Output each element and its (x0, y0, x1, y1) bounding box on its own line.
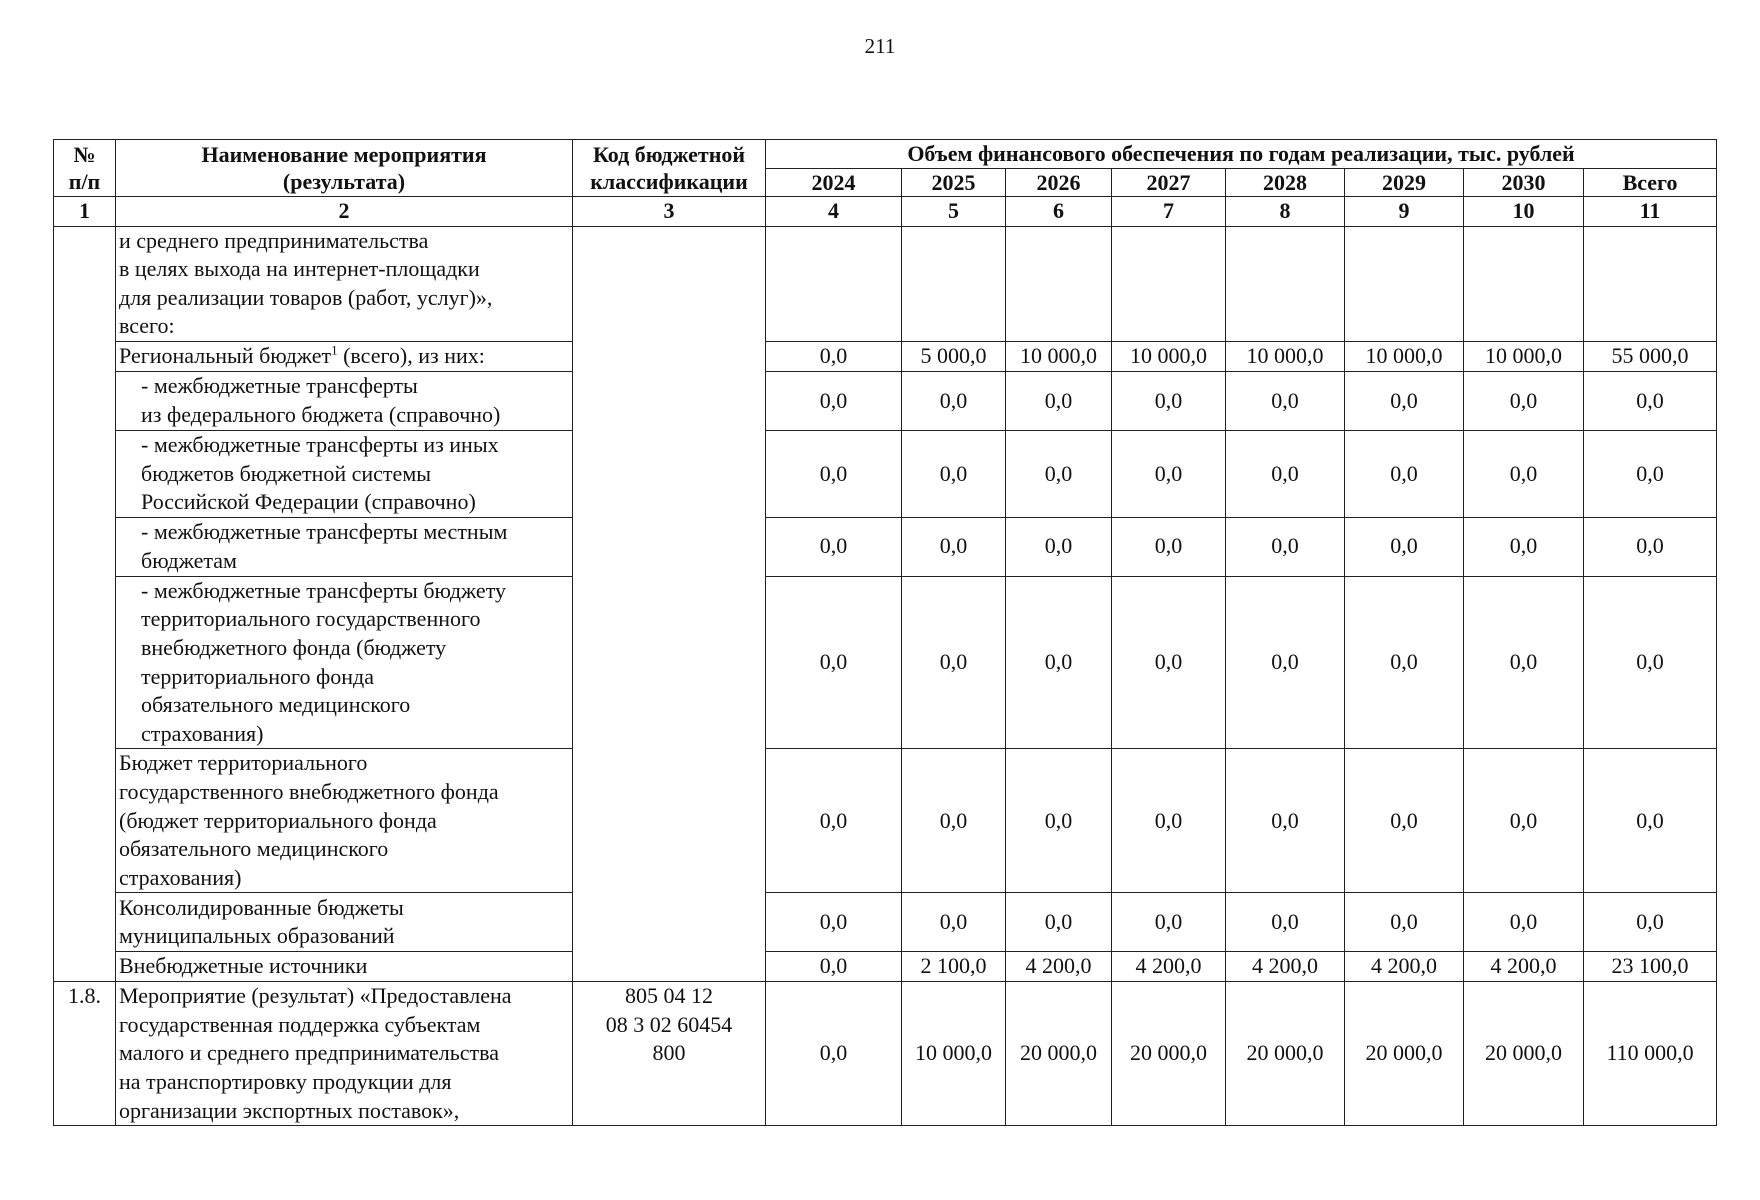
value-2024: 0,0 (766, 517, 902, 576)
year-2029: 2029 (1345, 168, 1464, 197)
row-name-line: Внебюджетные источники (119, 953, 368, 979)
value-total: 0,0 (1584, 893, 1717, 952)
event-name-line: на транспортировку продукции для (119, 1069, 452, 1095)
event-name-line: организации экспортных поставок», (119, 1097, 460, 1123)
value-2028: 4 200,0 (1226, 952, 1345, 982)
header-number-bottom: п/п (68, 169, 101, 194)
value-2026: 0,0 (1006, 749, 1112, 893)
value-2030: 10 000,0 (1464, 341, 1584, 371)
table-row (54, 576, 1717, 749)
row-index-empty (54, 226, 116, 982)
row-name (116, 517, 573, 576)
row-name-line: (бюджет территориального фонда (119, 807, 437, 833)
table-row (54, 749, 1717, 893)
value-2027: 4 200,0 (1112, 952, 1226, 982)
column-number: 2 (116, 197, 573, 227)
value-cell (1345, 226, 1464, 341)
value-2029: 0,0 (1345, 371, 1464, 430)
continuation-line: для реализации товаров (работ, услуг)», (119, 284, 493, 310)
value-2024: 0,0 (766, 371, 902, 430)
row-name-line: - межбюджетные трансферты местным (141, 519, 508, 545)
value-2028: 0,0 (1226, 371, 1345, 430)
value-2025: 10 000,0 (902, 982, 1006, 1126)
value-2024: 0,0 (766, 893, 902, 952)
row-name-line: Консолидированные бюджеты (119, 894, 404, 920)
financing-table (53, 139, 1717, 1126)
value-cell (1006, 226, 1112, 341)
header-code-top: Код бюджетной (592, 141, 746, 167)
header-volume: Объем финансового обеспечения по годам реализации, тыс. рублей (766, 140, 1717, 169)
value-2026: 0,0 (1006, 371, 1112, 430)
row-name (116, 576, 573, 749)
event-row (54, 982, 1717, 1126)
header-number-top: № (73, 141, 96, 167)
value-2030: 0,0 (1464, 517, 1584, 576)
value-2025: 0,0 (902, 517, 1006, 576)
value-2028: 0,0 (1226, 576, 1345, 749)
value-2026: 0,0 (1006, 893, 1112, 952)
value-total: 0,0 (1584, 576, 1717, 749)
column-number: 6 (1006, 197, 1112, 227)
value-2025: 5 000,0 (902, 341, 1006, 371)
value-2027: 0,0 (1112, 517, 1226, 576)
row-name-line: - межбюджетные трансферты бюджету (141, 577, 507, 603)
year-2025: 2025 (902, 168, 1006, 197)
continuation-line: в целях выхода на интернет-площадки (119, 256, 480, 282)
value-2030: 0,0 (1464, 576, 1584, 749)
value-2024: 0,0 (766, 982, 902, 1126)
value-cell (1112, 226, 1226, 341)
row-name-line: обязательного медицинского (119, 836, 389, 862)
column-numbers-row (54, 197, 1717, 227)
row-name-line: территориального государственного (141, 606, 481, 632)
row-name-line: государственного внебюджетного фонда (119, 778, 499, 804)
value-2027: 0,0 (1112, 893, 1226, 952)
value-2030: 0,0 (1464, 371, 1584, 430)
column-number: 9 (1345, 197, 1464, 227)
row-name-line: бюджетов бюджетной системы (141, 460, 432, 486)
row-name-line: - межбюджетные трансферты (141, 373, 418, 399)
header-row-1 (54, 140, 1717, 169)
value-2029: 0,0 (1345, 430, 1464, 517)
header-number (54, 140, 116, 197)
value-2028: 20 000,0 (1226, 982, 1345, 1126)
budget-code-line: 08 3 02 60454 (605, 1011, 733, 1037)
continuation-line: и среднего предпринимательства (119, 227, 429, 253)
value-total: 55 000,0 (1584, 341, 1717, 371)
event-name (116, 982, 573, 1126)
value-total: 0,0 (1584, 430, 1717, 517)
value-2025: 0,0 (902, 371, 1006, 430)
value-2026: 4 200,0 (1006, 952, 1112, 982)
value-2024: 0,0 (766, 749, 902, 893)
row-name-line: из федерального бюджета (справочно) (141, 401, 501, 427)
value-2025: 0,0 (902, 576, 1006, 749)
value-2030: 4 200,0 (1464, 952, 1584, 982)
value-2030: 20 000,0 (1464, 982, 1584, 1126)
value-2024: 0,0 (766, 576, 902, 749)
value-2029: 0,0 (1345, 893, 1464, 952)
value-2025: 0,0 (902, 430, 1006, 517)
table-row (54, 430, 1717, 517)
value-2026: 10 000,0 (1006, 341, 1112, 371)
value-total: 0,0 (1584, 371, 1717, 430)
row-name-line: Российской Федерации (справочно) (141, 489, 476, 515)
row-name (116, 749, 573, 893)
row-name-text: Региональный бюджет (119, 343, 332, 369)
value-2024: 0,0 (766, 341, 902, 371)
header-code-bottom: классификации (590, 169, 748, 194)
column-number: 10 (1464, 197, 1584, 227)
header-name (116, 140, 573, 197)
continuation-line: всего: (119, 313, 175, 339)
table-row (54, 371, 1717, 430)
value-2029: 0,0 (1345, 749, 1464, 893)
value-2029: 0,0 (1345, 517, 1464, 576)
value-2025: 0,0 (902, 893, 1006, 952)
value-2026: 0,0 (1006, 430, 1112, 517)
year-total: Всего (1584, 168, 1717, 197)
row-name (116, 430, 573, 517)
row-name-line: - межбюджетные трансферты из иных (141, 431, 499, 457)
value-cell (902, 226, 1006, 341)
event-budget-code (573, 982, 766, 1126)
value-2028: 0,0 (1226, 430, 1345, 517)
value-2026: 0,0 (1006, 576, 1112, 749)
value-cell (1464, 226, 1584, 341)
row-name-line: внебюджетного фонда (бюджету (141, 634, 447, 660)
event-name-line: Мероприятие (результат) «Предоставлена (119, 983, 512, 1009)
value-2029: 0,0 (1345, 576, 1464, 749)
column-number: 3 (573, 197, 766, 227)
value-2028: 0,0 (1226, 517, 1345, 576)
value-2027: 20 000,0 (1112, 982, 1226, 1126)
value-2030: 0,0 (1464, 430, 1584, 517)
row-name-line: Бюджет территориального (119, 750, 368, 776)
value-2026: 20 000,0 (1006, 982, 1112, 1126)
column-number: 4 (766, 197, 902, 227)
value-2027: 0,0 (1112, 576, 1226, 749)
row-name (116, 893, 573, 952)
year-2027: 2027 (1112, 168, 1226, 197)
header-code (573, 140, 766, 197)
value-2029: 10 000,0 (1345, 341, 1464, 371)
footnote-mark: 1 (331, 342, 338, 358)
row-name (116, 371, 573, 430)
value-2030: 0,0 (1464, 893, 1584, 952)
page-number: 211 (864, 34, 896, 58)
value-2024: 0,0 (766, 430, 902, 517)
value-2027: 0,0 (1112, 371, 1226, 430)
value-total: 0,0 (1584, 749, 1717, 893)
column-number: 8 (1226, 197, 1345, 227)
value-total: 23 100,0 (1584, 952, 1717, 982)
year-2026: 2026 (1006, 168, 1112, 197)
header-name-bottom: (результата) (282, 169, 406, 194)
column-number: 7 (1112, 197, 1226, 227)
continuation-row (54, 226, 1717, 341)
value-total: 0,0 (1584, 517, 1717, 576)
column-number: 5 (902, 197, 1006, 227)
budget-code-line: 805 04 12 (625, 983, 713, 1009)
row-name-line: бюджетам (141, 547, 237, 573)
value-2027: 10 000,0 (1112, 341, 1226, 371)
table-row (54, 893, 1717, 952)
table-row (54, 517, 1717, 576)
budget-code-line: 800 (652, 1040, 686, 1066)
row-name (116, 952, 573, 982)
table-row (54, 952, 1717, 982)
value-2029: 4 200,0 (1345, 952, 1464, 982)
year-2028: 2028 (1226, 168, 1345, 197)
value-2029: 20 000,0 (1345, 982, 1464, 1126)
row-name-line: страхования) (119, 864, 242, 890)
event-name-line: государственная поддержка субъектам (119, 1011, 481, 1037)
year-2024: 2024 (766, 168, 902, 197)
value-2028: 0,0 (1226, 749, 1345, 893)
value-cell (1584, 226, 1717, 341)
column-number: 1 (54, 197, 116, 227)
event-name-line: малого и среднего предпринимательства (119, 1040, 500, 1066)
value-2025: 0,0 (902, 749, 1006, 893)
row-name-line: страхования) (141, 720, 264, 746)
row-name-line: муниципальных образований (119, 923, 395, 949)
year-2030: 2030 (1464, 168, 1584, 197)
value-2027: 0,0 (1112, 430, 1226, 517)
header-name-top: Наименование мероприятия (201, 141, 487, 167)
value-2030: 0,0 (1464, 749, 1584, 893)
value-2025: 2 100,0 (902, 952, 1006, 982)
row-name-tail: (всего), из них: (337, 343, 485, 369)
row-name (116, 341, 573, 371)
column-number: 11 (1584, 197, 1717, 227)
value-cell (766, 226, 902, 341)
table-row (54, 341, 1717, 371)
event-index: 1.8. (54, 982, 116, 1126)
value-2026: 0,0 (1006, 517, 1112, 576)
value-2028: 10 000,0 (1226, 341, 1345, 371)
continuation-name (116, 226, 573, 341)
value-total: 110 000,0 (1584, 982, 1717, 1126)
value-2027: 0,0 (1112, 749, 1226, 893)
value-2028: 0,0 (1226, 893, 1345, 952)
value-cell (1226, 226, 1345, 341)
code-empty (573, 226, 766, 982)
row-name-line: обязательного медицинского (141, 692, 411, 718)
value-2024: 0,0 (766, 952, 902, 982)
row-name-line: территориального фонда (141, 663, 374, 689)
